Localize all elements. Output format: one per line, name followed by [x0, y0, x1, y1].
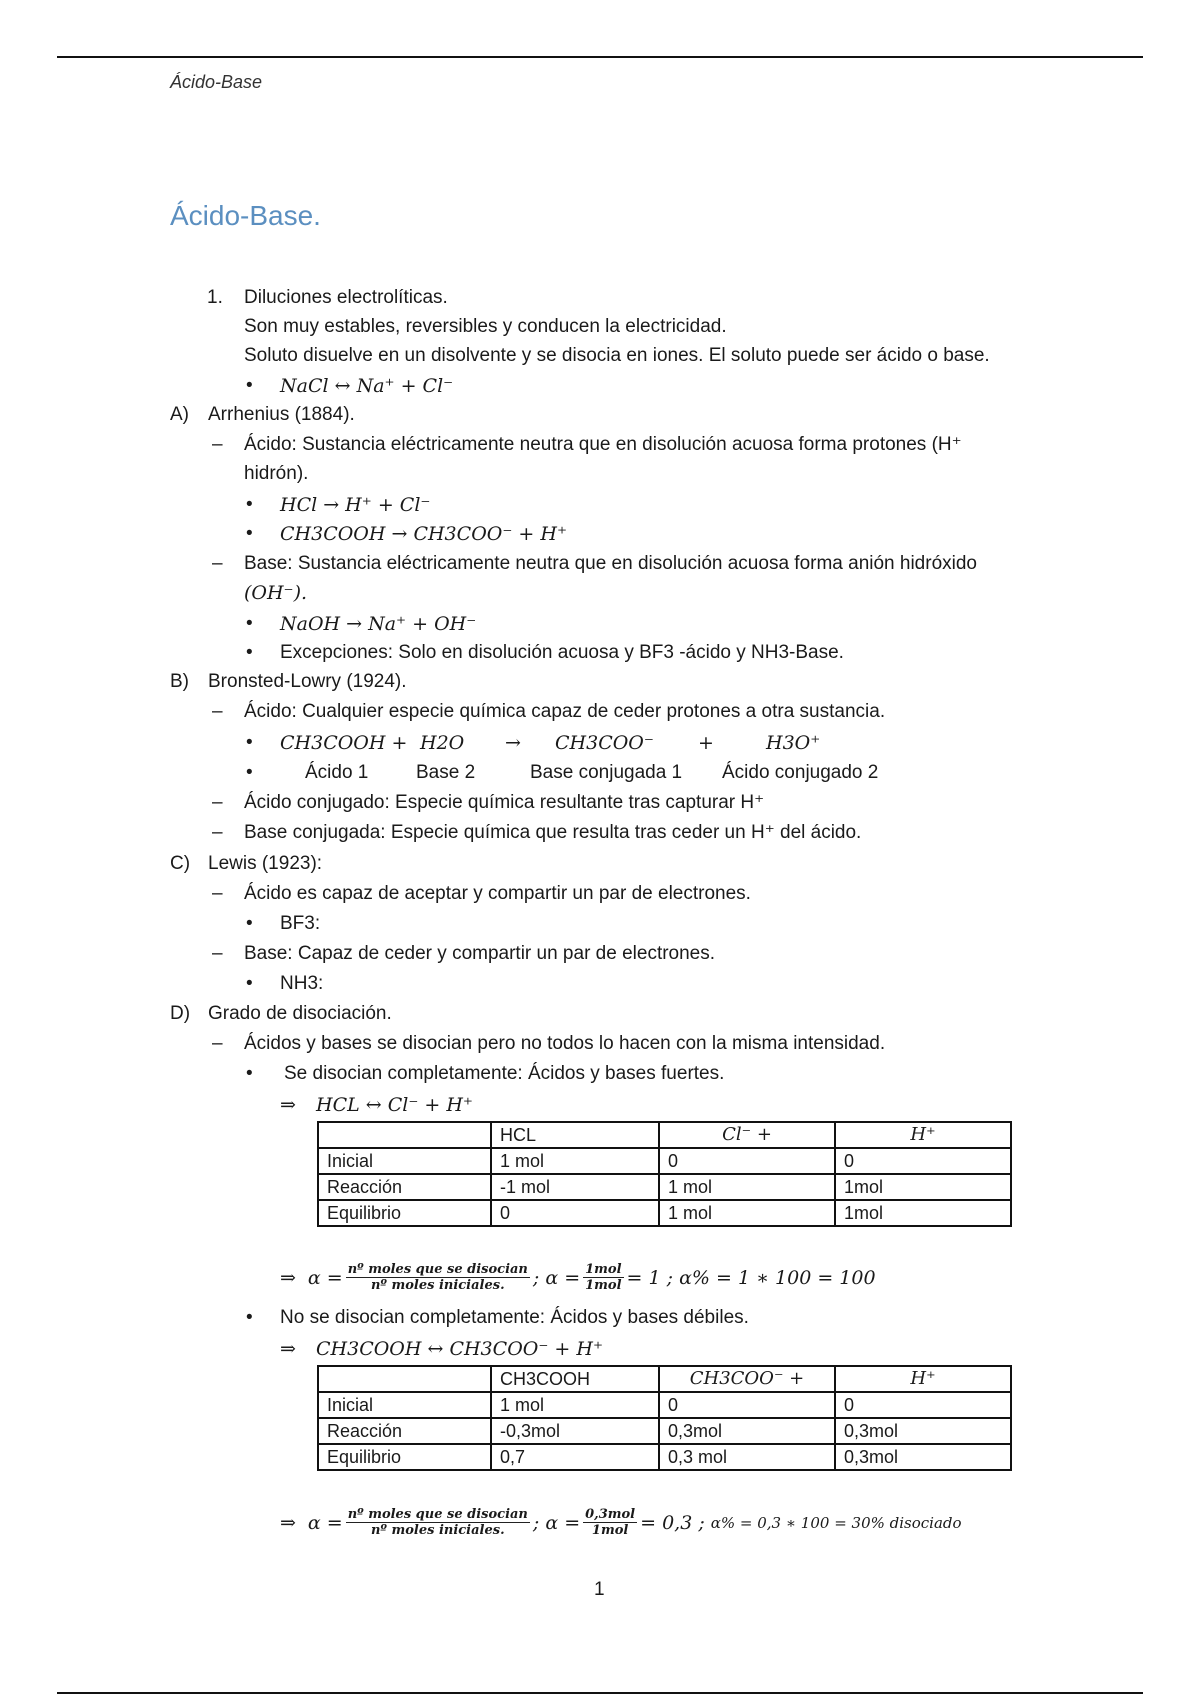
table-cell: Inicial — [318, 1148, 491, 1174]
table-cell: -0,3mol — [491, 1418, 659, 1444]
lewis-acid-def: Ácido es capaz de aceptar y compartir un par de electrones. — [244, 883, 751, 904]
dash-icon: – — [212, 943, 223, 964]
fraction — [583, 1507, 637, 1538]
bronsted-acid-def: Ácido: Cualquier especie química capaz de ceder protones a otra sustancia. — [244, 701, 886, 722]
table-cell: 0 — [659, 1392, 835, 1418]
lewis-base-def: Base: Capaz de ceder y compartir un par de electrones. — [244, 943, 716, 964]
table-cell — [318, 1122, 491, 1148]
table-row — [318, 1392, 1011, 1418]
section-1-line1: Son muy estables, reversibles y conducen la electricidad. — [244, 316, 727, 337]
nacl-equation: NaCl ↔ Na⁺ + Cl⁻ — [280, 375, 454, 397]
dash-icon: – — [212, 701, 223, 722]
dash-icon: – — [212, 434, 223, 455]
implies-icon: ⇒ — [280, 1338, 296, 1360]
section-1-line2: Soluto disuelve en un disolvente y se disocia en iones. El soluto puede ser ácido o base. — [244, 345, 990, 366]
table-cell: 0,3mol — [659, 1418, 835, 1444]
table-cell: 0 — [835, 1148, 1011, 1174]
alpha-separator: ; α = — [532, 1266, 581, 1289]
table-cell: 1 mol — [491, 1392, 659, 1418]
exceptions-text: Excepciones: Solo en disolución acuosa y BF3 -ácido y NH3-Base. — [280, 642, 844, 663]
table-cell: 0 — [835, 1392, 1011, 1418]
section-b-marker: B) — [170, 671, 189, 692]
dash-icon: – — [212, 553, 223, 574]
weak-equation: CH3COOH ↔ CH3COO⁻ + H⁺ — [316, 1338, 603, 1360]
section-b-heading: Bronsted-Lowry (1924). — [208, 671, 407, 692]
section-d-heading: Grado de disociación. — [208, 1003, 392, 1024]
page-number: 1 — [594, 1579, 605, 1600]
table-cell: Reacción — [318, 1174, 491, 1200]
bronsted-eq-term: CH3COOH + — [280, 732, 408, 754]
table-cell: CH3COO⁻ + — [659, 1366, 835, 1392]
table-cell: Reacción — [318, 1418, 491, 1444]
fraction-denominator: 1mol — [585, 1278, 622, 1293]
bullet-icon: • — [246, 375, 253, 396]
table-row — [318, 1148, 1011, 1174]
bullet-icon: • — [246, 732, 253, 753]
bronsted-label: Ácido 1 — [305, 762, 369, 783]
top-rule — [57, 56, 1143, 58]
arrhenius-base-line1: Base: Sustancia eléctricamente neutra que en disolución acuosa forma anión hidróxido — [244, 553, 978, 574]
section-c-marker: C) — [170, 853, 191, 874]
table-cell: H⁺ — [835, 1122, 1011, 1148]
table-cell: 1 mol — [659, 1200, 835, 1226]
naoh-equation: NaOH → Na⁺ + OH⁻ — [280, 613, 477, 635]
alpha-separator: ; α = — [532, 1511, 581, 1534]
table-cell: HCL — [491, 1122, 659, 1148]
table-cell: Inicial — [318, 1392, 491, 1418]
table-cell: 1mol — [835, 1174, 1011, 1200]
implies-icon: ⇒ — [280, 1094, 296, 1116]
section-a-heading: Arrhenius (1884). — [208, 404, 355, 425]
bullet-icon: • — [246, 613, 253, 634]
dash-icon: – — [212, 792, 223, 813]
table-cell: 0,7 — [491, 1444, 659, 1470]
table-cell — [318, 1366, 491, 1392]
implies-icon: ⇒ — [280, 1266, 296, 1289]
table-cell: Cl⁻ + — [659, 1122, 835, 1148]
bullet-icon: • — [246, 1307, 253, 1328]
table-cell: 1 mol — [491, 1148, 659, 1174]
fraction-numerator: 0,3mol — [585, 1507, 636, 1522]
table-cell: 1 mol — [659, 1174, 835, 1200]
alpha-label: α = — [307, 1511, 343, 1534]
bullet-icon: • — [246, 523, 253, 544]
section-a-marker: A) — [170, 404, 189, 425]
table-cell: CH3COOH — [491, 1366, 659, 1392]
fraction-denominator: nº moles iniciales. — [370, 1278, 505, 1293]
section-c-heading: Lewis (1923): — [208, 853, 323, 874]
table-header-row — [318, 1122, 1011, 1148]
bronsted-eq-term: → — [505, 732, 521, 754]
dissociation-intro: Ácidos y bases se disocian pero no todos lo hacen con la misma intensidad. — [244, 1033, 886, 1054]
dash-icon: – — [212, 883, 223, 904]
fraction-numerator: 1mol — [585, 1262, 622, 1277]
table-row — [318, 1444, 1011, 1470]
bronsted-eq-term: H2O — [420, 732, 465, 754]
dash-icon: – — [212, 822, 223, 843]
table-cell: 0 — [659, 1148, 835, 1174]
table-row — [318, 1418, 1011, 1444]
fraction-denominator: nº moles iniciales. — [370, 1523, 505, 1538]
strong-dissociation-text: Se disocian completamente: Ácidos y bases fuertes. — [284, 1063, 725, 1084]
table-row — [318, 1200, 1011, 1226]
weak-dissociation-text: No se disocian completamente: Ácidos y bases débiles. — [280, 1307, 749, 1328]
hcl-equation: HCl → H⁺ + Cl⁻ — [280, 494, 431, 516]
bullet-icon: • — [246, 913, 253, 934]
section-1-heading: Diluciones electrolíticas. — [244, 287, 448, 308]
table-cell: 0,3 mol — [659, 1444, 835, 1470]
table-cell: Equilibrio — [318, 1200, 491, 1226]
fraction — [346, 1262, 530, 1293]
acetic-equation: CH3COOH → CH3COO⁻ + H⁺ — [280, 523, 567, 545]
bullet-icon: • — [246, 973, 253, 994]
running-header: Ácido-Base — [170, 72, 263, 92]
bronsted-eq-term: H3O⁺ — [766, 732, 821, 754]
bullet-icon: • — [246, 1063, 253, 1084]
bronsted-eq-term: + — [698, 732, 714, 754]
bronsted-eq-term: CH3COO⁻ — [555, 732, 654, 754]
arrhenius-acid-line2: hidrón). — [244, 463, 309, 484]
section-1-marker: 1. — [207, 287, 223, 308]
bronsted-label: Base conjugada 1 — [530, 762, 683, 783]
alpha-label: α = — [307, 1266, 343, 1289]
table-cell: 0 — [491, 1200, 659, 1226]
strong-alpha-formula — [280, 1262, 876, 1293]
alpha-result: = 1 ; α% = 1 ∗ 100 = 100 — [626, 1266, 876, 1289]
table-row — [318, 1174, 1011, 1200]
table-cell: 0,3mol — [835, 1444, 1011, 1470]
strong-acid-table — [317, 1121, 1012, 1227]
table-cell: 0,3mol — [835, 1418, 1011, 1444]
alpha-result: = 0,3 ; — [640, 1511, 705, 1534]
bullet-icon: • — [246, 642, 253, 663]
fraction-numerator: nº moles que se disocian — [347, 1507, 528, 1522]
fraction — [346, 1507, 530, 1538]
conjugate-base-def: Base conjugada: Especie química que resulta tras ceder un H⁺ del ácido. — [244, 822, 862, 843]
fraction — [583, 1262, 623, 1293]
fraction-numerator: nº moles que se disocian — [347, 1262, 528, 1277]
table-cell: -1 mol — [491, 1174, 659, 1200]
dash-icon: – — [212, 1033, 223, 1054]
conjugate-acid-def: Ácido conjugado: Especie química resultante tras capturar H⁺ — [244, 792, 765, 813]
arrhenius-acid-line1: Ácido: Sustancia eléctricamente neutra que en disolución acuosa forma protones (H⁺ — [244, 434, 962, 455]
strong-equation: HCL ↔ Cl⁻ + H⁺ — [316, 1094, 473, 1116]
lewis-base-example: NH3: — [280, 973, 324, 994]
arrhenius-base-line2: (OH⁻). — [244, 582, 308, 604]
table-cell: 1mol — [835, 1200, 1011, 1226]
bronsted-label: Ácido conjugado 2 — [722, 762, 879, 783]
fraction-denominator: 1mol — [591, 1523, 629, 1538]
bullet-icon: • — [246, 494, 253, 515]
section-d-marker: D) — [170, 1003, 191, 1024]
weak-acid-table — [317, 1365, 1012, 1471]
alpha-percent-result: α% = 0,3 ∗ 100 = 30% disociado — [710, 1513, 962, 1532]
lewis-acid-example: BF3: — [280, 913, 321, 934]
bronsted-label: Base 2 — [416, 762, 476, 783]
table-cell: Equilibrio — [318, 1444, 491, 1470]
page-title: Ácido-Base. — [170, 200, 321, 231]
bullet-icon: • — [246, 762, 253, 783]
bottom-rule — [57, 1692, 1143, 1694]
weak-alpha-formula — [280, 1507, 962, 1538]
table-cell: H⁺ — [835, 1366, 1011, 1392]
implies-icon: ⇒ — [280, 1511, 296, 1534]
table-header-row — [318, 1366, 1011, 1392]
